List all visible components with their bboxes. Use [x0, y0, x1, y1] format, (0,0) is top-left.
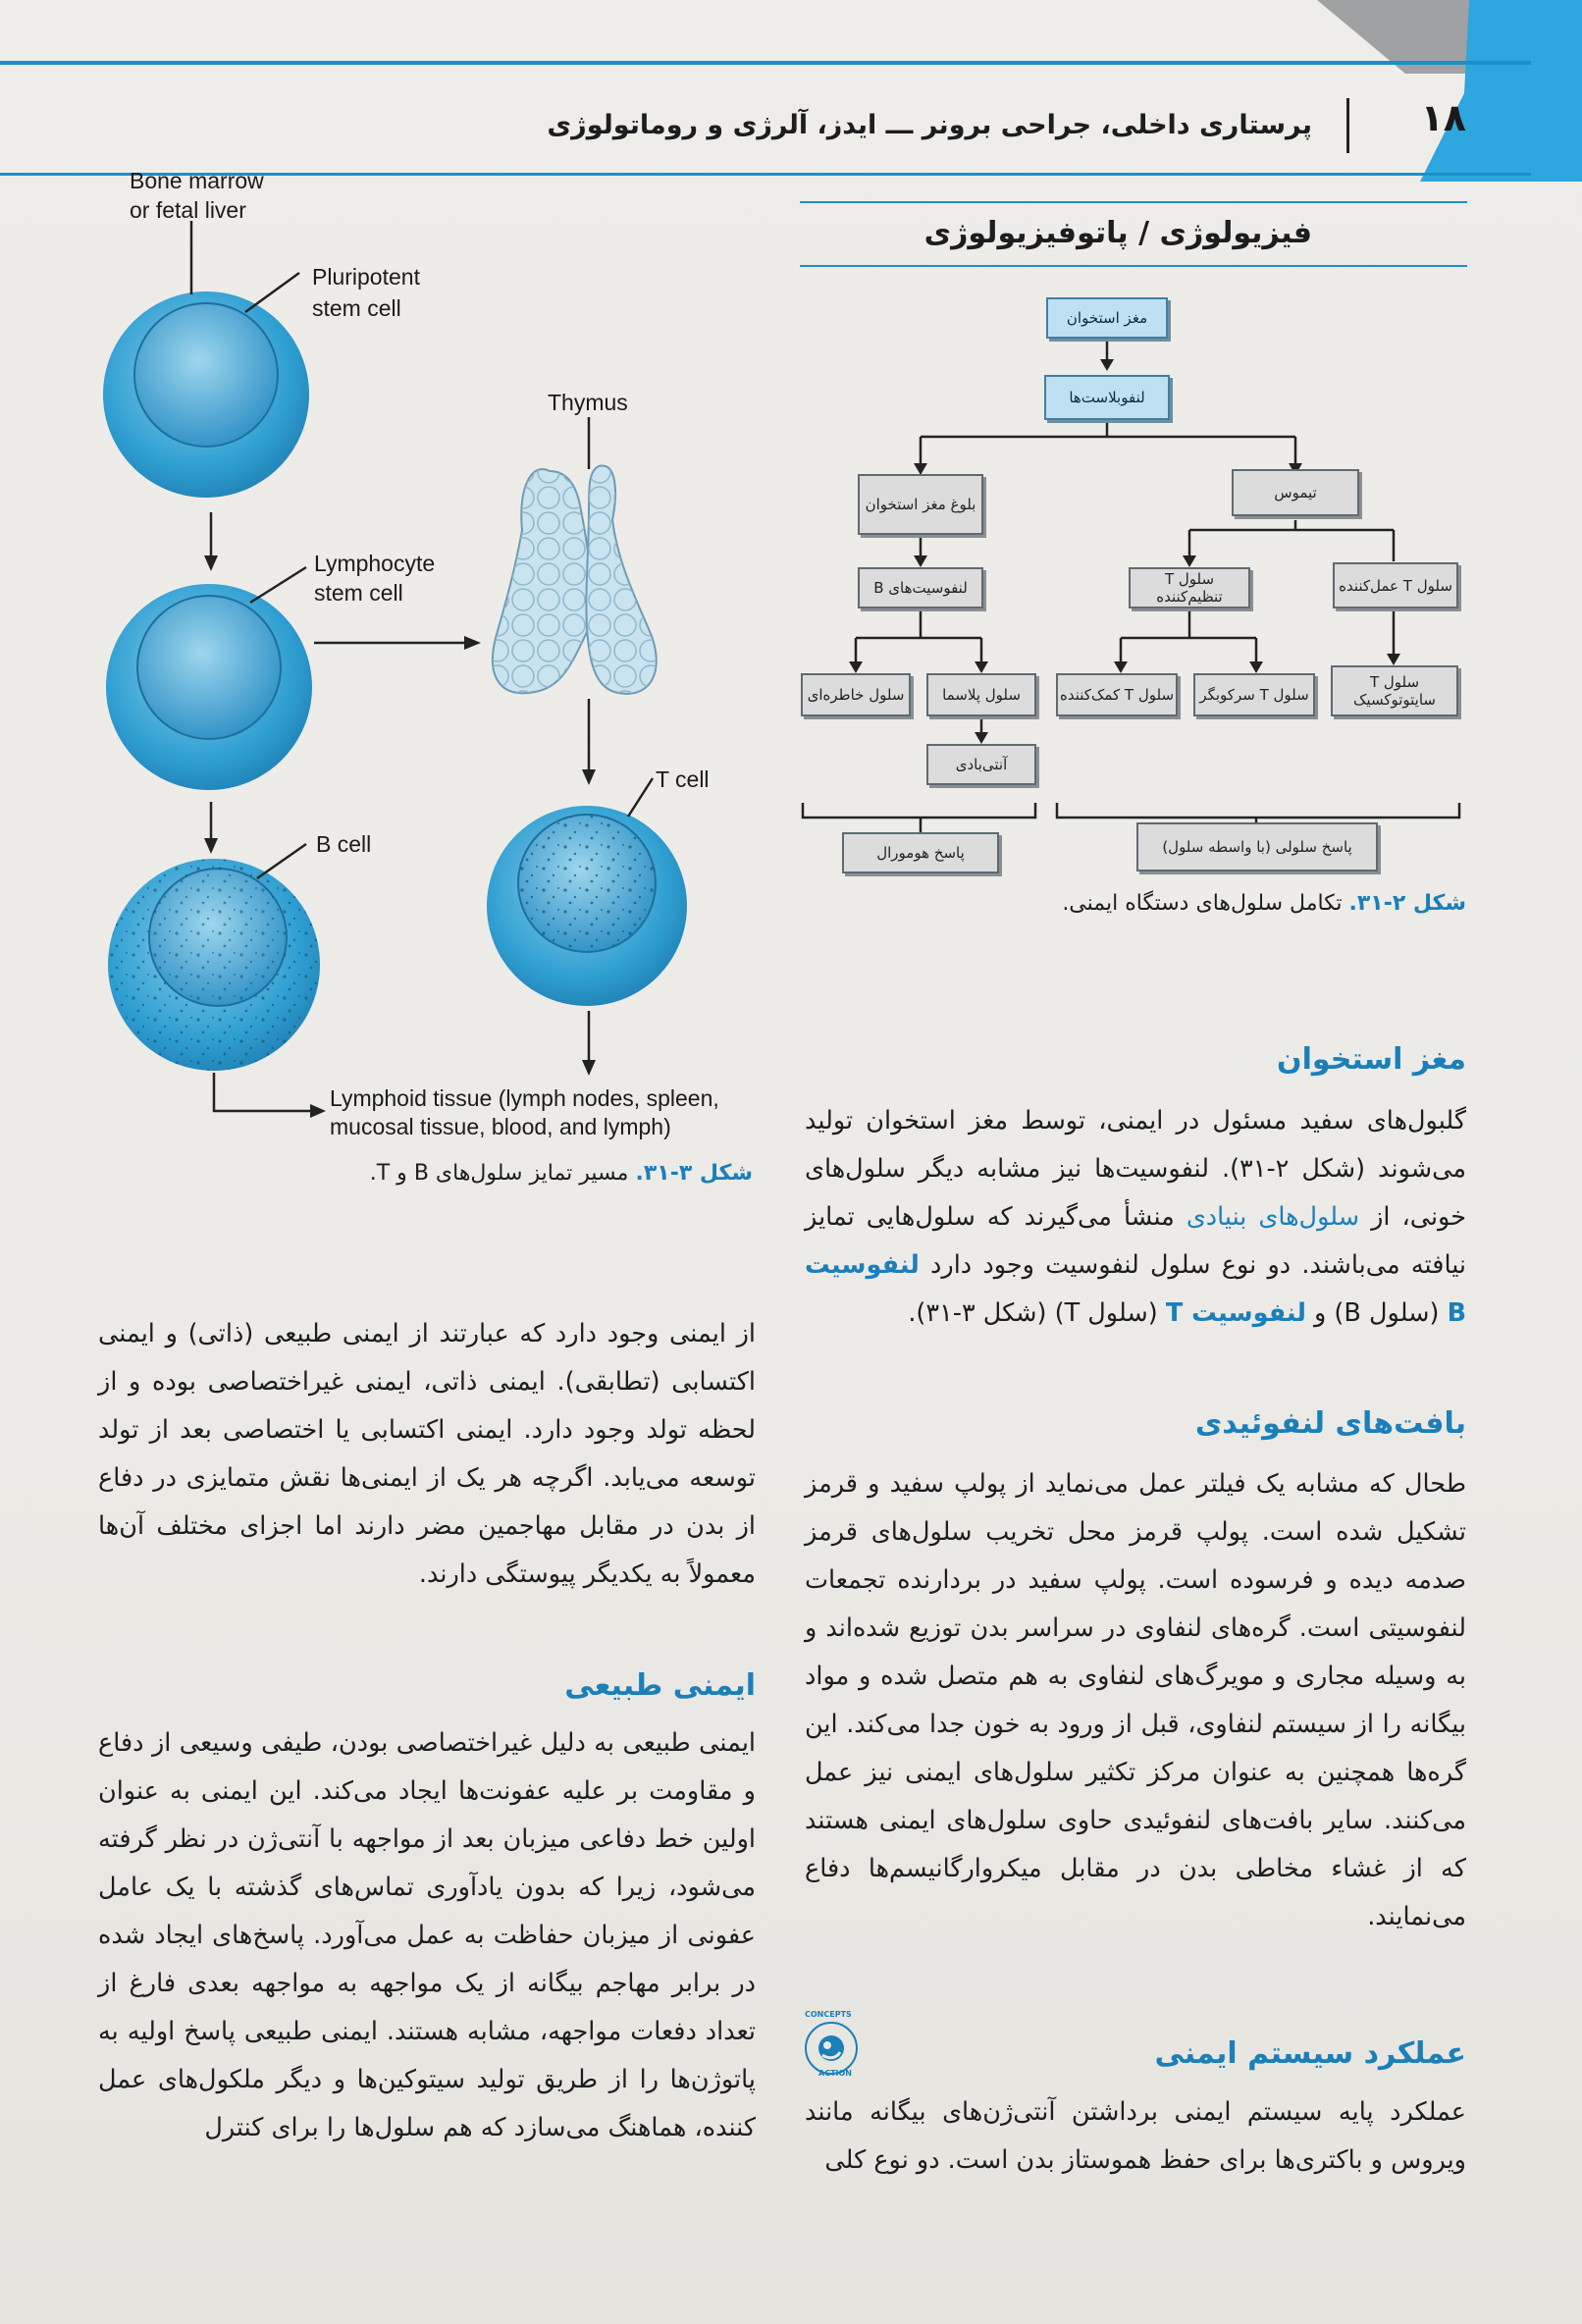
bone-marrow-text-4: (سلول T) (شکل ۳-۳۱). — [908, 1298, 1166, 1328]
thymus-graphic — [493, 465, 657, 693]
heading-bone-marrow: مغز استخوان — [1277, 1042, 1466, 1077]
immune-function-paragraph — [805, 2088, 1466, 2185]
page-number: ۱۸ — [1420, 96, 1466, 139]
label-lymphoid-tissue-2: mucosal tissue, blood, and lymph) — [330, 1114, 671, 1139]
figure-2-caption — [1062, 891, 1466, 916]
heading-lymphoid-tissues: بافت‌های لنفوئیدی — [1194, 1406, 1466, 1441]
label-t-cell: T cell — [656, 766, 710, 792]
badge-action: ACTION — [818, 2069, 852, 2078]
heading-immune-function: عملکرد سیستم ایمنی — [1154, 2036, 1466, 2071]
term-b-lymphocyte: لنفوسیت B — [805, 1250, 1466, 1328]
label-fetal-liver: or fetal liver — [130, 197, 246, 223]
bone-marrow-text-1: گلبول‌های سفید مسئول در ایمنی، توسط مغز استخوان تولید می‌شوند (شکل ۲-۳۱). لنفوسیت‌ها نیز مشابه دیگر سلول‌های خونی، از — [805, 1106, 1466, 1232]
flow-plasma-cell: سلول پلاسما — [926, 673, 1036, 716]
figure-3-caption — [370, 1161, 753, 1186]
immunity-types-text: از ایمنی وجود دارد که عبارتند از ایمنی طبیعی (ذاتی) و ایمنی اکتسابی (تطابقی). ایمنی ذاتی، ایمنی غیراختصاصی بوده و از لحظه تولد وجود دارد. ایمنی اکتسابی یا اختصاصی بعد از تولد توسعه می‌یابد. اگرچه هر یک از ایمنی‌ها نقش متمایزی در دفاع از بدن در مقابل مهاجمین مضر دارند اما اجزای مختلف آن‌ها معمولاً به یکدیگر پیوستگی دارند. — [98, 1319, 756, 1589]
section-title: فیزیولوژی / پاتوفیزیولوژی — [923, 216, 1312, 250]
heading-natural-immunity: ایمنی طبیعی — [564, 1668, 756, 1703]
label-bone-marrow: Bone marrow — [130, 168, 264, 193]
flow-cellular-response: پاسخ سلولی (با واسطه سلول) — [1136, 822, 1378, 872]
flow-humoral-response: پاسخ هومورال — [842, 832, 999, 873]
flow-t-suppressor: سلول T سرکوبگر — [1193, 673, 1315, 716]
lymphoid-tissues-paragraph — [805, 1460, 1466, 1941]
figure-2-number: شکل ۲-۳۱. — [1348, 891, 1466, 916]
natural-immunity-text: ایمنی طبیعی به دلیل غیراختصاصی بودن، طیفی وسیعی از دفاع و مقاومت بر علیه عفونت‌ها ایجاد می‌کند. این ایمنی به عنوان اولین خط دفاعی میزبان بعد از مواجهه با آنتی‌ژن در نظر گرفته می‌شود، زیرا که بدون یادآوری تماس‌های گذشته با یک عامل عفونی از میزبان حفاظت به عمل می‌آورد. پاسخ‌های ایجاد شده در برابر مهاجم بیگانه از یک مواجهه به مواجهه بعدی فارغ از تعداد دفعات مواجهه، مشابه هستند. ایمنی طبیعی پاسخ اولیه به پاتوژن‌ها را از طریق تولید سیتوکین‌ها و دیگر ملکول‌های عمل کننده، هماهنگ می‌سازد که هم سلول‌ها را برای کنترل — [98, 1728, 756, 2142]
term-t-lymphocyte: لنفوسیت T — [1165, 1298, 1306, 1328]
figure-2-text: تکامل سلول‌های دستگاه ایمنی. — [1062, 891, 1349, 916]
flow-t-effector: سلول T عمل‌کننده — [1333, 562, 1458, 608]
flow-b-lymphocytes: لنفوسیت‌های B — [858, 567, 983, 608]
label-pluripotent: Pluripotent — [312, 264, 420, 290]
immunity-types-paragraph — [98, 1310, 756, 1599]
running-header-title: پرستاری داخلی، جراحی برونر ـــ ایدز، آلرژی و روماتولوژی — [547, 110, 1312, 140]
flow-lymphoblasts: لنفوبلاست‌ها — [1044, 375, 1170, 420]
t-cell-graphic — [487, 806, 687, 1006]
lymphoid-tissues-text: طحال که مشابه یک فیلتر عمل می‌نماید از پولپ سفید و قرمز تشکیل شده است. پولپ قرمز محل تخریب سلول‌های قرمز صدمه دیده و فرسوده است. پولپ سفید در بردارنده تجمعات لنفوسیتی است. گره‌های لنفاوی در سراسر بدن توزیع شده‌اند و به وسیله مجاری و مویرگ‌های لنفاوی به هم متصل شده و مواد بیگانه را از سیستم لنفاوی، قبل از ورود به خون جدا می‌کند. این گره‌ها همچنین به عنوان مرکز تکثیر سلول‌های ایمنی نیز عمل می‌کنند. سایر بافت‌های لنفوئیدی حاوی سلول‌های ایمنی هستند که از غشاء مخاطی بدن در مقابل میکروارگانیسم‌ها دفاع می‌نمایند. — [805, 1469, 1466, 1931]
immune-function-text: عملکرد پایه سیستم ایمنی برداشتن آنتی‌ژن‌های بیگانه مانند ویروس و باکتری‌ها برای حفظ هموستاز بدن است. دو نوع کلی — [805, 2097, 1466, 2175]
bone-marrow-text-2: منشأ می‌گیرند که سلول‌هایی تمایز نیافته می‌باشند. دو نوع سلول لنفوسیت وجود دارد — [805, 1202, 1466, 1280]
label-lymphoid-tissue-1: Lymphoid tissue (lymph nodes, spleen, — [330, 1085, 719, 1111]
flow-thymus: تیموس — [1232, 469, 1359, 516]
flow-t-cytotoxic: سلول T سایتوتوکسیک — [1331, 665, 1458, 716]
badge-concepts: CONCEPTS — [805, 2010, 852, 2019]
b-cell-graphic — [108, 859, 320, 1071]
pluripotent-stem-cell-graphic — [103, 291, 309, 498]
natural-immunity-paragraph — [98, 1719, 756, 2152]
label-b-cell: B cell — [316, 831, 372, 857]
label-pluripotent-stem-cell: stem cell — [312, 295, 401, 321]
figure-3-number: شکل ۳-۳۱. — [635, 1161, 753, 1186]
flow-marrow-maturation: بلوغ مغز استخوان — [858, 474, 983, 535]
bone-marrow-paragraph — [805, 1097, 1466, 1338]
label-thymus: Thymus — [548, 390, 628, 415]
label-lymphocyte-stem-cell: stem cell — [314, 580, 403, 606]
figure-3-text: مسیر تمایز سلول‌های B و T. — [369, 1161, 636, 1186]
bone-marrow-text-3: (سلول B) و — [1305, 1298, 1448, 1328]
lymphocyte-stem-cell-graphic — [106, 584, 312, 790]
term-stem-cells: سلول‌های بنیادی — [1186, 1202, 1360, 1232]
flow-memory-cell: سلول خاطره‌ای — [801, 673, 911, 716]
flow-t-regulatory: سلول T تنظیم‌کننده — [1129, 567, 1250, 608]
flow-t-helper: سلول T کمک‌کننده — [1056, 673, 1178, 716]
flow-bone-marrow: مغز استخوان — [1046, 297, 1168, 339]
flow-antibody: آنتی‌بادی — [926, 744, 1036, 785]
label-lymphocyte: Lymphocyte — [314, 551, 436, 576]
